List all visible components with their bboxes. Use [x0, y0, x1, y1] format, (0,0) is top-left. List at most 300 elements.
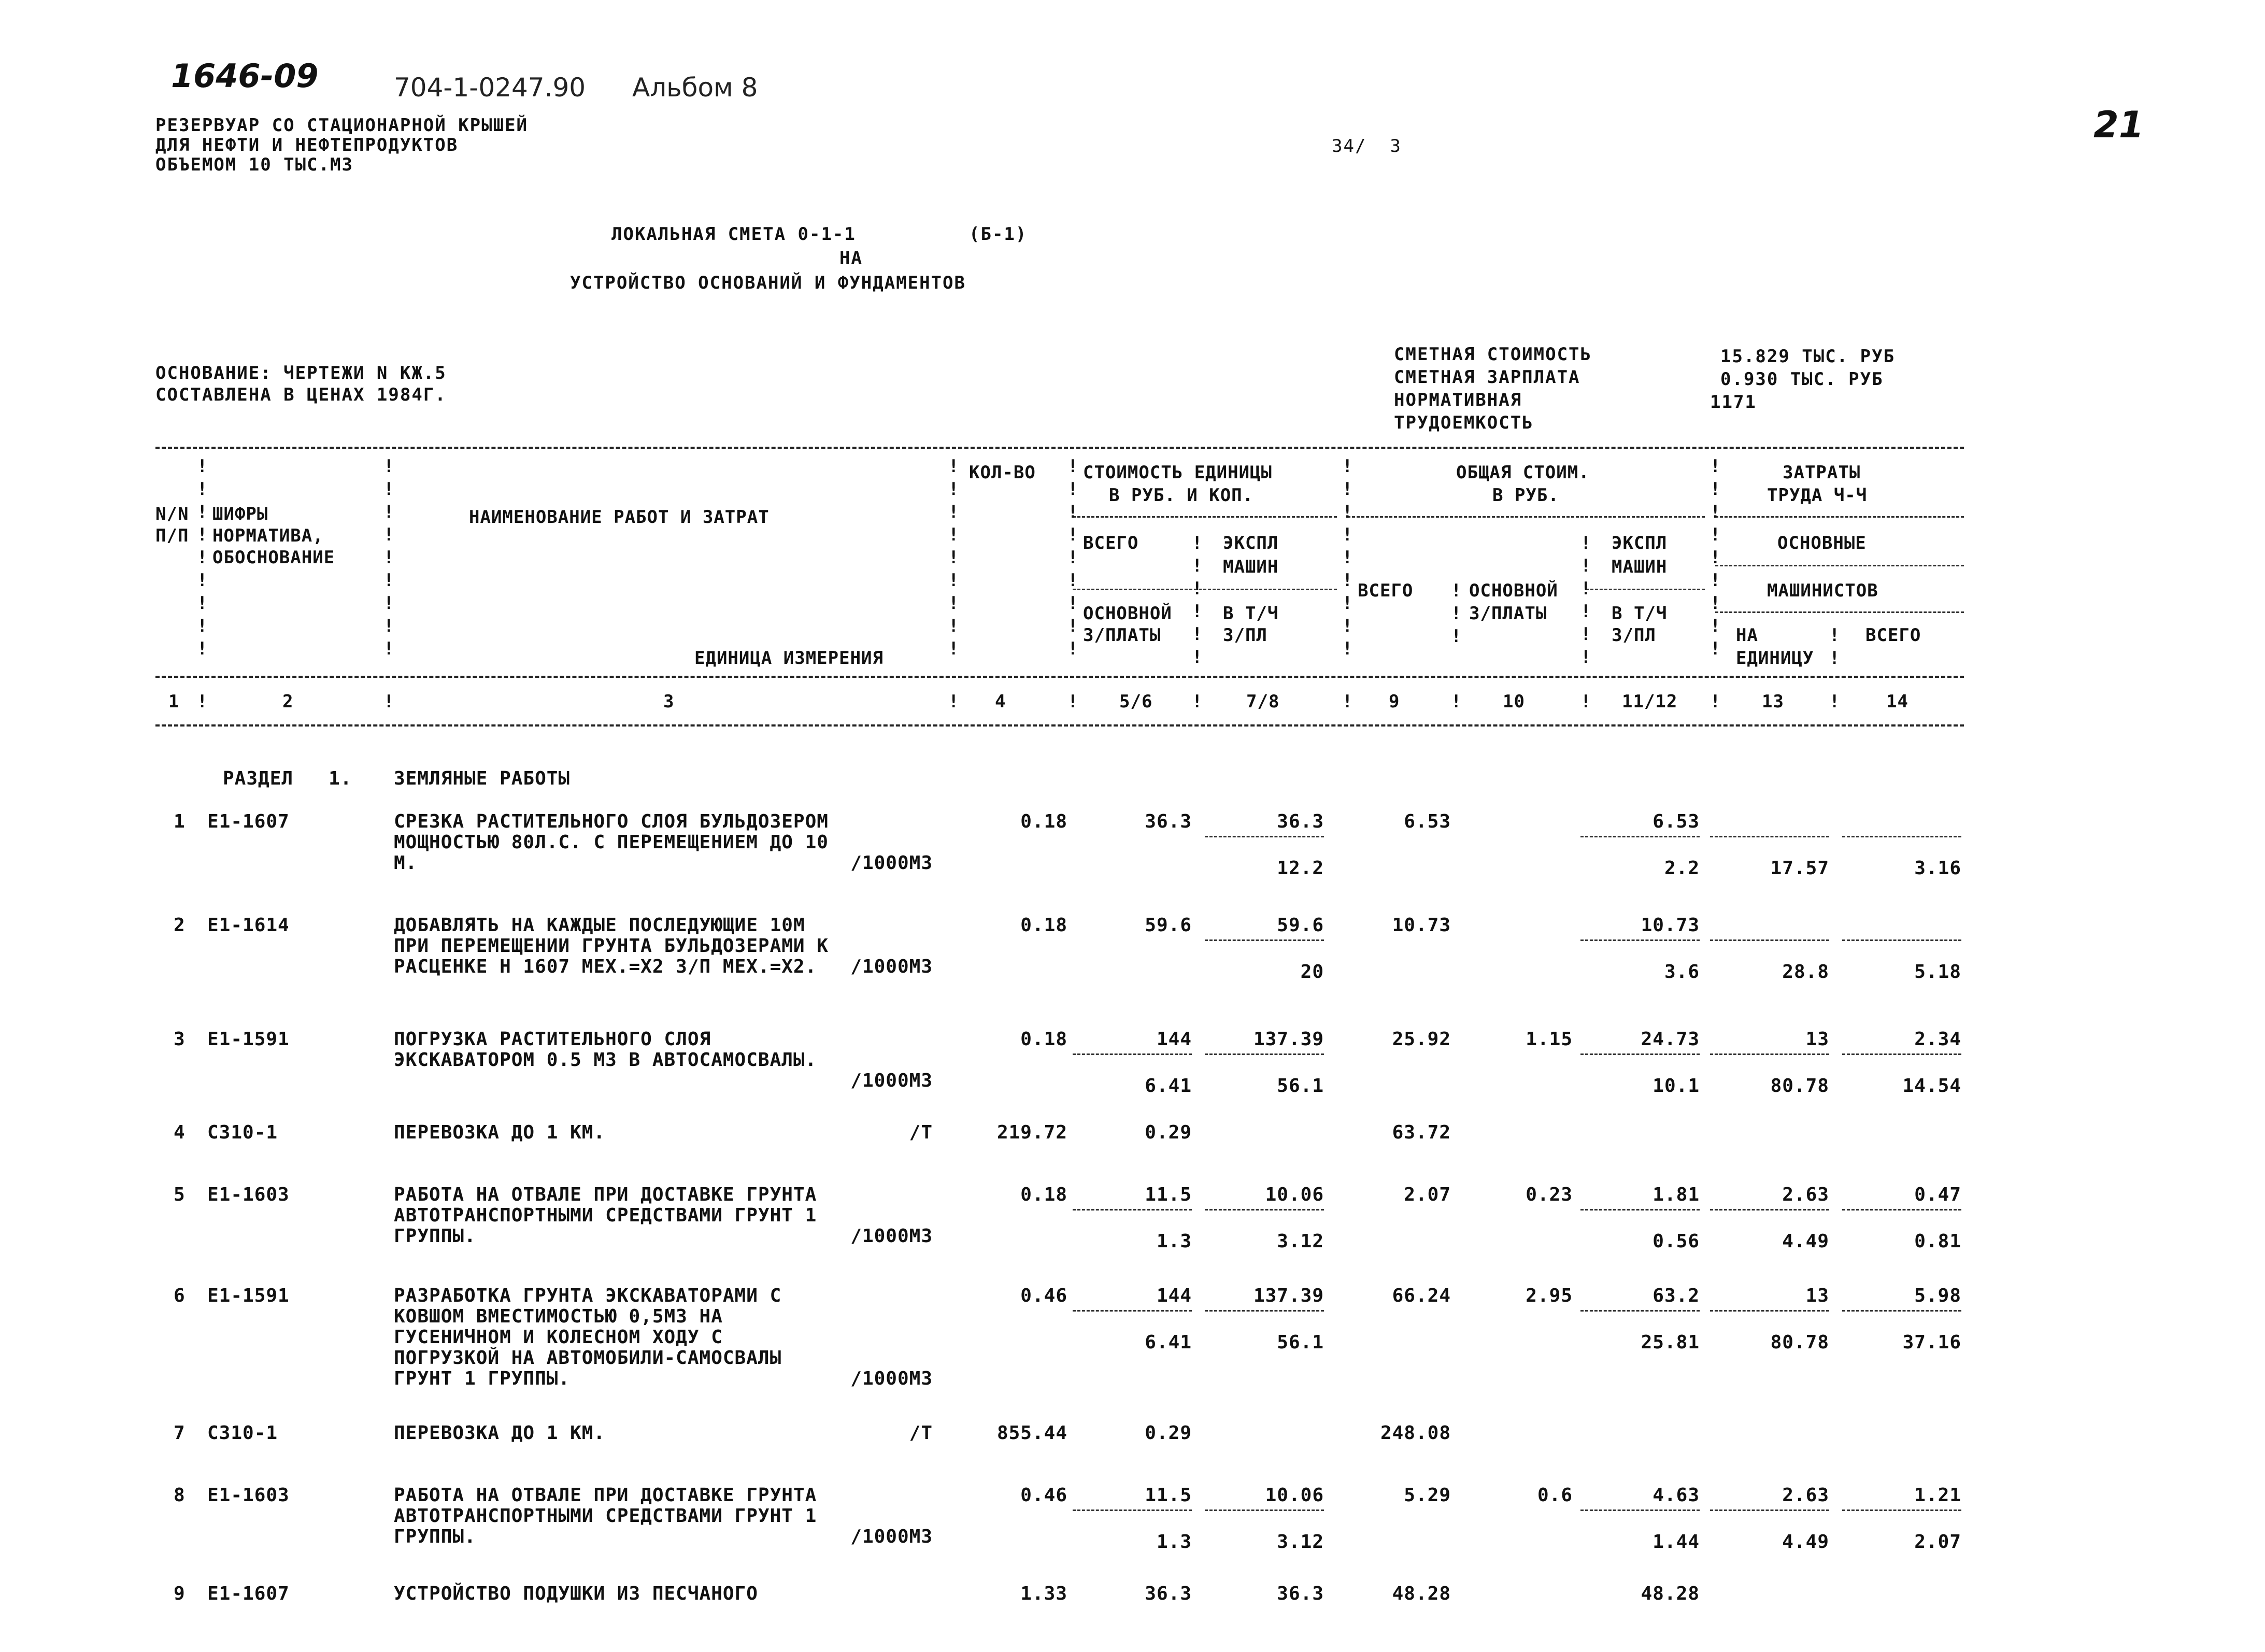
- column-separator: !: [383, 593, 394, 614]
- summary-cost-label: СМЕТНАЯ СТОИМОСТЬ: [1394, 344, 1592, 365]
- column-separator: !: [1342, 616, 1353, 636]
- estimate-subject: УСТРОЙСТВО ОСНОВАНИЙ И ФУНДАМЕНТОВ: [570, 273, 966, 293]
- row-sub-rule: [1710, 1053, 1829, 1055]
- estimate-title-na: НА: [839, 248, 863, 268]
- row-unit-machine: 137.39: [1253, 1285, 1324, 1306]
- row-description: ГРУНТ 1 ГРУППЫ.: [394, 1368, 571, 1389]
- row-labor-unit: 13: [1805, 1029, 1829, 1050]
- column-separator: !: [1342, 638, 1353, 659]
- row-sub-rule: [1842, 1310, 1961, 1312]
- col-number-2: 2: [282, 691, 294, 712]
- hdr-qty: КОЛ-ВО: [969, 462, 1036, 483]
- row-description: КОВШОМ ВМЕСТИМОСТЬЮ 0,5М3 НА: [394, 1306, 723, 1327]
- row-unit-wage: 1.3: [1156, 1231, 1192, 1252]
- row-labor-unit: 28.8: [1782, 961, 1829, 982]
- row-sub-rule: [1580, 1053, 1700, 1055]
- hdr-rule: [1586, 589, 1705, 590]
- table-top-rule: [155, 447, 1964, 449]
- row-sub-rule: [1842, 1209, 1961, 1210]
- row-description: МОЩНОСТЬЮ 80Л.С. С ПЕРЕМЕЩЕНИЕМ ДО 10: [394, 832, 829, 853]
- row-total: 63.72: [1392, 1122, 1451, 1143]
- row-unit: /Т: [909, 1422, 933, 1444]
- row-unit-machine: 59.6: [1277, 915, 1324, 936]
- row-code: Е1-1614: [207, 915, 290, 936]
- row-quantity: 0.18: [1020, 915, 1067, 936]
- column-separator: !: [1451, 691, 1462, 712]
- column-separator: !: [197, 502, 208, 522]
- column-separator: !: [1710, 593, 1721, 614]
- column-separator: !: [1067, 547, 1078, 568]
- row-labor-total: 1.21: [1914, 1485, 1961, 1506]
- row-total-machine-wage: 3.6: [1664, 961, 1700, 982]
- row-number: 1: [174, 811, 186, 832]
- column-separator: !: [383, 547, 394, 568]
- summary-cost-value: 15.829 ТЫС. РУБ: [1720, 346, 1896, 367]
- row-unit-wage: 6.41: [1145, 1332, 1192, 1353]
- row-sub-rule: [1073, 1209, 1192, 1210]
- col-number-3: 3: [663, 691, 675, 712]
- row-description: АВТОТРАНСПОРТНЫМИ СРЕДСТВАМИ ГРУНТ 1: [394, 1505, 817, 1527]
- column-separator: !: [1067, 456, 1078, 477]
- row-labor-total: 0.47: [1914, 1184, 1961, 1205]
- row-sub-rule: [1205, 939, 1324, 941]
- row-quantity: 0.46: [1020, 1485, 1067, 1506]
- object-title-2: ДЛЯ НЕФТИ И НЕФТЕПРОДУКТОВ: [155, 135, 459, 155]
- summary-labor-value: 1171: [1710, 392, 1757, 412]
- row-unit-machine-wage: 20: [1300, 961, 1324, 982]
- row-unit-total: 11.5: [1145, 1184, 1192, 1205]
- column-separator: !: [1580, 556, 1591, 576]
- row-unit: /1000М3: [850, 1226, 933, 1247]
- column-separator: !: [197, 593, 208, 614]
- column-separator: !: [1192, 647, 1203, 667]
- row-unit: /1000М3: [850, 956, 933, 977]
- row-number: 9: [174, 1583, 186, 1604]
- column-separator: !: [1451, 626, 1462, 647]
- column-separator: !: [1710, 524, 1721, 545]
- column-separator: !: [1829, 625, 1840, 646]
- row-quantity: 855.44: [996, 1422, 1067, 1444]
- row-total-machine: 63.2: [1653, 1285, 1700, 1306]
- hdr-code-2: НОРМАТИВА,: [212, 525, 324, 546]
- column-separator: !: [948, 502, 959, 522]
- column-separator: !: [1829, 691, 1840, 712]
- row-unit-machine: 36.3: [1277, 811, 1324, 832]
- column-separator: !: [1710, 691, 1721, 712]
- object-title-3: ОБЪЕМОМ 10 ТЫС.М3: [155, 154, 353, 175]
- row-total-machine: 24.73: [1641, 1029, 1700, 1050]
- row-number: 7: [174, 1422, 186, 1444]
- row-labor-unit: 13: [1805, 1285, 1829, 1306]
- column-separator: !: [1342, 524, 1353, 545]
- row-quantity: 0.18: [1020, 1184, 1067, 1205]
- row-total-machine: 48.28: [1641, 1583, 1700, 1604]
- hdr-total-mach-wage-1: В Т/Ч: [1612, 603, 1668, 624]
- row-number: 5: [174, 1184, 186, 1205]
- row-sub-rule: [1710, 1209, 1829, 1210]
- row-total-machine-wage: 25.81: [1641, 1332, 1700, 1353]
- row-total: 48.28: [1392, 1583, 1451, 1604]
- column-separator: !: [1342, 502, 1353, 522]
- row-total-wage: 0.6: [1537, 1485, 1573, 1506]
- hdr-unit-cost-2: В РУБ. И КОП.: [1109, 485, 1254, 506]
- row-labor-unit: 2.63: [1782, 1485, 1829, 1506]
- hdr-rule: [1715, 516, 1964, 518]
- column-separator: !: [1710, 456, 1721, 477]
- hdr-labor-mach: МАШИНИСТОВ: [1767, 580, 1878, 601]
- column-separator: !: [1710, 638, 1721, 659]
- row-description: УСТРОЙСТВО ПОДУШКИ ИЗ ПЕСЧАНОГО: [394, 1583, 758, 1604]
- column-separator: !: [1067, 638, 1078, 659]
- row-description: ПЕРЕВОЗКА ДО 1 КМ.: [394, 1122, 606, 1143]
- row-total-machine-wage: 10.1: [1653, 1075, 1700, 1096]
- row-sub-rule: [1073, 1053, 1192, 1055]
- row-sub-rule: [1710, 939, 1829, 941]
- row-labor-total-machinist: 37.16: [1902, 1332, 1961, 1353]
- row-code: Е1-1603: [207, 1184, 290, 1205]
- estimate-mark: (Б-1): [969, 224, 1028, 245]
- column-separator: !: [948, 456, 959, 477]
- row-total-machine: 6.53: [1653, 811, 1700, 832]
- row-description: РАЗРАБОТКА ГРУНТА ЭКСКАВАТОРАМИ С: [394, 1285, 782, 1306]
- summary-labor-label-2: ТРУДОЕМКОСТЬ: [1394, 412, 1534, 433]
- column-separator: !: [1342, 456, 1353, 477]
- row-labor-total: 5.98: [1914, 1285, 1961, 1306]
- row-number: 6: [174, 1285, 186, 1306]
- row-total-wage: 1.15: [1526, 1029, 1573, 1050]
- hdr-labor-unit-1: НА: [1736, 625, 1758, 646]
- col-number-10: 13: [1762, 691, 1784, 712]
- row-number: 4: [174, 1122, 186, 1143]
- sheet-ref: 34/ 3: [1332, 136, 1402, 156]
- row-description: ГРУППЫ.: [394, 1526, 476, 1547]
- column-separator: !: [948, 616, 959, 636]
- hdr-unit-wage-1: ОСНОВНОЙ: [1083, 603, 1172, 624]
- column-separator: !: [1067, 524, 1078, 545]
- column-separator: !: [1580, 578, 1591, 599]
- row-total-machine: 10.73: [1641, 915, 1700, 936]
- row-quantity: 1.33: [1020, 1583, 1067, 1604]
- row-total: 66.24: [1392, 1285, 1451, 1306]
- row-unit-machine-wage: 3.12: [1277, 1231, 1324, 1252]
- column-separator: !: [1710, 616, 1721, 636]
- row-unit: /1000М3: [850, 1070, 933, 1091]
- col-number-1: 1: [168, 691, 180, 712]
- hdr-unit-mach-2: МАШИН: [1223, 557, 1279, 577]
- row-sub-rule: [1842, 1053, 1961, 1055]
- column-separator: !: [1192, 691, 1203, 712]
- row-number: 8: [174, 1485, 186, 1506]
- column-separator: !: [948, 638, 959, 659]
- hdr-total-all: ВСЕГО: [1358, 580, 1414, 601]
- row-total-wage: 0.23: [1526, 1184, 1573, 1205]
- hdr-rule: [1073, 516, 1337, 518]
- row-description: ГУСЕНИЧНОМ И КОЛЕСНОМ ХОДУ С: [394, 1327, 723, 1348]
- hdr-code-3: ОБОСНОВАНИЕ: [212, 547, 335, 568]
- row-description: ПОГРУЗКОЙ НА АВТОМОБИЛИ-САМОСВАЛЫ: [394, 1347, 782, 1369]
- row-unit-wage: 6.41: [1145, 1075, 1192, 1096]
- column-separator: !: [1067, 570, 1078, 591]
- row-code: Е1-1591: [207, 1285, 290, 1306]
- column-separator: !: [383, 616, 394, 636]
- col-number-6: 7/8: [1246, 691, 1280, 712]
- col-number-9: 11/12: [1622, 691, 1678, 712]
- row-description: М.: [394, 852, 418, 874]
- row-number: 3: [174, 1029, 186, 1050]
- row-sub-rule: [1205, 1310, 1324, 1312]
- hdr-total-cost-1: ОБЩАЯ СТОИМ.: [1456, 462, 1590, 483]
- row-description: ПЕРЕВОЗКА ДО 1 КМ.: [394, 1422, 606, 1444]
- row-total: 5.29: [1404, 1485, 1451, 1506]
- handwritten-code: 1646-09: [171, 57, 319, 95]
- album-label: Альбом 8: [632, 73, 758, 103]
- hdr-total-mach-wage-2: З/ПЛ: [1612, 625, 1656, 646]
- column-separator: !: [1580, 691, 1591, 712]
- row-labor-unit-machinist: 80.78: [1770, 1332, 1829, 1353]
- row-unit-total: 36.3: [1145, 811, 1192, 832]
- row-unit-total: 144: [1156, 1029, 1192, 1050]
- row-description: АВТОТРАНСПОРТНЫМИ СРЕДСТВАМИ ГРУНТ 1: [394, 1205, 817, 1226]
- column-separator: !: [1342, 479, 1353, 500]
- col-number-4: 4: [995, 691, 1006, 712]
- column-separator: !: [1451, 580, 1462, 601]
- hdr-unit-wage-2: З/ПЛАТЫ: [1083, 625, 1161, 646]
- column-separator: !: [948, 524, 959, 545]
- row-total: 248.08: [1380, 1422, 1451, 1444]
- row-total-wage: 2.95: [1526, 1285, 1573, 1306]
- column-separator: !: [948, 547, 959, 568]
- row-description: РАБОТА НА ОТВАЛЕ ПРИ ДОСТАВКЕ ГРУНТА: [394, 1485, 817, 1506]
- column-separator: !: [1710, 570, 1721, 591]
- column-separator: !: [197, 479, 208, 500]
- row-labor-total: 5.18: [1914, 961, 1961, 982]
- column-separator: !: [197, 456, 208, 477]
- column-separator: !: [1451, 603, 1462, 624]
- row-unit-wage: 1.3: [1156, 1531, 1192, 1553]
- column-separator: !: [1192, 578, 1203, 599]
- row-quantity: 0.18: [1020, 1029, 1067, 1050]
- hdr-labor-basic: ОСНОВНЫЕ: [1777, 533, 1867, 553]
- hdr-rule: [1715, 611, 1964, 613]
- row-code: С310-1: [207, 1422, 278, 1444]
- row-total: 10.73: [1392, 915, 1451, 936]
- row-unit-total: 11.5: [1145, 1485, 1192, 1506]
- summary-wage-label: СМЕТНАЯ ЗАРПЛАТА: [1394, 367, 1580, 388]
- row-labor-total: 3.16: [1914, 858, 1961, 879]
- column-separator: !: [1710, 502, 1721, 522]
- column-separator: !: [1067, 691, 1078, 712]
- column-separator: !: [383, 638, 394, 659]
- column-separator: !: [948, 593, 959, 614]
- estimate-title: ЛОКАЛЬНАЯ СМЕТА 0-1-1: [611, 224, 856, 245]
- hdr-unit-total: ВСЕГО: [1083, 533, 1139, 553]
- hdr-unit-mach-1: ЭКСПЛ: [1223, 533, 1279, 553]
- column-separator: !: [1067, 502, 1078, 522]
- project-code: 704-1-0247.90: [394, 73, 586, 103]
- row-labor-unit-machinist: 4.49: [1782, 1531, 1829, 1553]
- row-description: РАБОТА НА ОТВАЛЕ ПРИ ДОСТАВКЕ ГРУНТА: [394, 1184, 817, 1205]
- row-quantity: 219.72: [996, 1122, 1067, 1143]
- column-separator: !: [1710, 479, 1721, 500]
- column-separator: !: [1829, 648, 1840, 668]
- hdr-total-mach-1: ЭКСПЛ: [1612, 533, 1668, 553]
- col-number-7: 9: [1389, 691, 1400, 712]
- col-number-5: 5/6: [1119, 691, 1153, 712]
- column-separator: !: [1710, 547, 1721, 568]
- summary-labor-label: НОРМАТИВНАЯ: [1394, 390, 1522, 410]
- row-unit-machine-wage: 12.2: [1277, 858, 1324, 879]
- row-code: Е1-1591: [207, 1029, 290, 1050]
- hdr-unit-mach-wage-2: З/ПЛ: [1223, 625, 1267, 646]
- column-separator: !: [1580, 533, 1591, 553]
- row-description: РАСЦЕНКЕ Н 1607 МЕХ.=Х2 З/П МЕХ.=Х2.: [394, 956, 817, 977]
- row-quantity: 0.18: [1020, 811, 1067, 832]
- hdr-rule: [1715, 565, 1964, 566]
- row-sub-rule: [1205, 836, 1324, 837]
- column-separator: !: [197, 691, 208, 712]
- column-separator: !: [1067, 593, 1078, 614]
- column-separator: !: [197, 570, 208, 591]
- page-number: 21: [2093, 104, 2144, 146]
- hdr-total-wage-2: З/ПЛАТЫ: [1469, 603, 1547, 624]
- row-number: 2: [174, 915, 186, 936]
- numbers-bottom-rule: [155, 724, 1964, 727]
- row-description: ГРУППЫ.: [394, 1226, 476, 1247]
- row-sub-rule: [1580, 836, 1700, 837]
- column-separator: !: [197, 524, 208, 545]
- row-unit-total: 36.3: [1145, 1583, 1192, 1604]
- row-sub-rule: [1205, 1209, 1324, 1210]
- row-unit-total: 0.29: [1145, 1422, 1192, 1444]
- row-unit: /1000М3: [850, 1368, 933, 1389]
- column-separator: !: [1067, 616, 1078, 636]
- hdr-labor-1: ЗАТРАТЫ: [1783, 462, 1861, 483]
- row-code: Е1-1603: [207, 1485, 290, 1506]
- hdr-total-cost-2: В РУБ.: [1492, 485, 1559, 506]
- row-labor-unit-machinist: 4.49: [1782, 1231, 1829, 1252]
- column-separator: !: [948, 570, 959, 591]
- row-sub-rule: [1710, 1509, 1829, 1511]
- row-sub-rule: [1580, 1209, 1700, 1210]
- summary-wage-value: 0.930 ТЫС. РУБ: [1720, 369, 1884, 390]
- object-title-1: РЕЗЕРВУАР СО СТАЦИОНАРНОЙ КРЫШЕЙ: [155, 115, 529, 136]
- row-code: Е1-1607: [207, 811, 290, 832]
- row-total-machine-wage: 0.56: [1653, 1231, 1700, 1252]
- hdr-desc: НАИМЕНОВАНИЕ РАБОТ И ЗАТРАТ: [469, 507, 770, 528]
- hdr-total-mach-2: МАШИН: [1612, 557, 1668, 577]
- row-total: 25.92: [1392, 1029, 1451, 1050]
- row-sub-rule: [1073, 1509, 1192, 1511]
- row-description: ПРИ ПЕРЕМЕЩЕНИИ ГРУНТА БУЛЬДОЗЕРАМИ К: [394, 935, 829, 957]
- row-labor-total: 2.34: [1914, 1029, 1961, 1050]
- col-number-8: 10: [1503, 691, 1525, 712]
- row-quantity: 0.46: [1020, 1285, 1067, 1306]
- column-separator: !: [1342, 593, 1353, 614]
- hdr-unit-mach-wage-1: В Т/Ч: [1223, 603, 1279, 624]
- row-total-machine-wage: 1.44: [1653, 1531, 1700, 1553]
- row-unit-total: 59.6: [1145, 915, 1192, 936]
- hdr-labor-unit-2: ЕДИНИЦУ: [1736, 648, 1814, 668]
- row-unit-machine: 137.39: [1253, 1029, 1324, 1050]
- row-labor-total-machinist: 0.81: [1914, 1231, 1961, 1252]
- column-separator: !: [1342, 691, 1353, 712]
- row-total: 6.53: [1404, 811, 1451, 832]
- row-code: Е1-1607: [207, 1583, 290, 1604]
- column-separator: !: [197, 547, 208, 568]
- hdr-labor-all: ВСЕГО: [1865, 625, 1921, 646]
- row-unit-machine-wage: 3.12: [1277, 1531, 1324, 1553]
- col-number-11: 14: [1886, 691, 1908, 712]
- hdr-unit: ЕДИНИЦА ИЗМЕРЕНИЯ: [694, 648, 884, 668]
- row-total: 2.07: [1404, 1184, 1451, 1205]
- row-unit-machine-wage: 56.1: [1277, 1332, 1324, 1353]
- column-separator: !: [1342, 570, 1353, 591]
- column-separator: !: [1067, 479, 1078, 500]
- column-separator: !: [1192, 624, 1203, 645]
- row-code: С310-1: [207, 1122, 278, 1143]
- section-label: РАЗДЕЛ 1.: [223, 768, 352, 789]
- row-sub-rule: [1205, 1509, 1324, 1511]
- column-separator: !: [383, 479, 394, 500]
- row-unit-machine: 36.3: [1277, 1583, 1324, 1604]
- column-separator: !: [383, 456, 394, 477]
- row-labor-unit: 2.63: [1782, 1184, 1829, 1205]
- row-unit: /Т: [909, 1122, 933, 1143]
- hdr-code-1: ШИФРЫ: [212, 504, 268, 524]
- row-sub-rule: [1580, 939, 1700, 941]
- row-unit-machine: 10.06: [1265, 1184, 1324, 1205]
- column-separator: !: [197, 638, 208, 659]
- header-bottom-rule: [155, 676, 1964, 678]
- row-unit: /1000М3: [850, 852, 933, 874]
- row-sub-rule: [1842, 836, 1961, 837]
- row-sub-rule: [1842, 939, 1961, 941]
- hdr-rule: [1073, 589, 1337, 590]
- row-unit-total: 0.29: [1145, 1122, 1192, 1143]
- column-separator: !: [1342, 547, 1353, 568]
- row-description: СРЕЗКА РАСТИТЕЛЬНОГО СЛОЯ БУЛЬДОЗЕРОМ: [394, 811, 829, 832]
- row-total-machine-wage: 2.2: [1664, 858, 1700, 879]
- row-total-machine: 1.81: [1653, 1184, 1700, 1205]
- column-separator: !: [948, 691, 959, 712]
- hdr-unit-cost-1: СТОИМОСТЬ ЕДИНИЦЫ: [1083, 462, 1272, 483]
- column-separator: !: [197, 616, 208, 636]
- basis-line-2: СОСТАВЛЕНА В ЦЕНАХ 1984Г.: [155, 384, 447, 405]
- column-separator: !: [383, 570, 394, 591]
- column-separator: !: [1192, 601, 1203, 622]
- row-unit: /1000М3: [850, 1526, 933, 1547]
- hdr-num-2: П/П: [155, 525, 189, 546]
- row-sub-rule: [1580, 1509, 1700, 1511]
- row-description: ПОГРУЗКА РАСТИТЕЛЬНОГО СЛОЯ: [394, 1029, 711, 1050]
- column-separator: !: [383, 691, 394, 712]
- column-separator: !: [383, 502, 394, 522]
- row-description: ДОБАВЛЯТЬ НА КАЖДЫЕ ПОСЛЕДУЮЩИЕ 10М: [394, 915, 805, 936]
- row-unit-total: 144: [1156, 1285, 1192, 1306]
- column-separator: !: [1580, 601, 1591, 622]
- section-name: ЗЕМЛЯНЫЕ РАБОТЫ: [394, 768, 571, 789]
- row-sub-rule: [1842, 1509, 1961, 1511]
- row-sub-rule: [1073, 1310, 1192, 1312]
- row-total-machine: 4.63: [1653, 1485, 1700, 1506]
- column-separator: !: [1580, 647, 1591, 667]
- column-separator: !: [383, 524, 394, 545]
- column-separator: !: [1192, 533, 1203, 553]
- column-separator: !: [1580, 624, 1591, 645]
- row-sub-rule: [1580, 1310, 1700, 1312]
- row-labor-unit-machinist: 80.78: [1770, 1075, 1829, 1096]
- row-sub-rule: [1710, 1310, 1829, 1312]
